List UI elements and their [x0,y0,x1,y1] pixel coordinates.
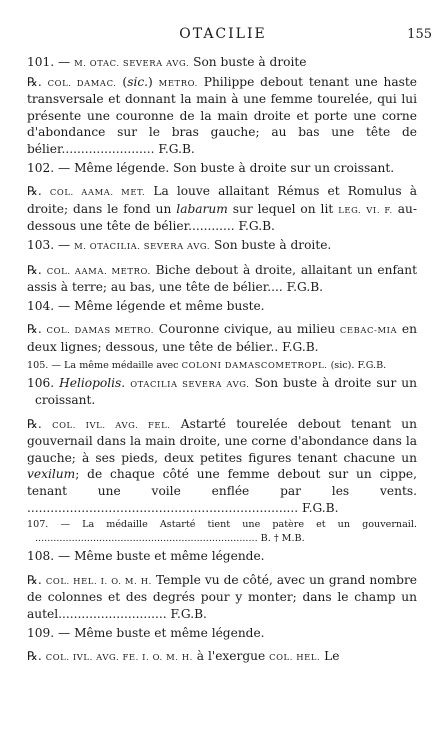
entry-text: ℞. [27,74,48,89]
entry-text: 101. — [27,55,75,69]
entry-text: ℞. [27,649,46,664]
catalogue-entry [27,160,417,177]
legend-inscription: COL. HEL. I. O. M. H. [45,575,152,586]
entry-text: 105. — La même médaille avec [27,359,182,371]
legend-inscription: OTACILIA SEVERA AVG. [130,378,250,389]
entry-text: ℞. [27,572,46,587]
reverse-description [27,648,417,666]
reverse-description [27,262,417,296]
entry-text: Philippe debout tenant une haste transversale et donnant la main à une femme tourelée, qui lui présente une couronne de la main droite et porte une corne d'abondance sur le bras gauche; au bas une tête de bélier........................ F.G.B. [27,74,417,156]
catalogue-entry [27,298,417,315]
catalogue-entry [27,375,417,409]
legend-inscription: COL. IVL. AVG. FE. I. O. M. H. [45,652,193,663]
catalogue-entry [27,237,417,255]
catalogue-entry [27,548,417,565]
entry-text: Biche debout à droite, allaitant un enfant assis à terre; au bas, une tête de bélier.... F.G.B. [27,262,418,295]
entry-text: à l'exergue [192,649,270,664]
entry-text: 106. [27,375,60,390]
page-header [0,26,446,46]
italic-term: vexilum [27,467,76,482]
page-number: 155 [407,27,432,42]
entry-text: au-dessous une tête de bélier............ F.G.B. [27,201,417,234]
entry-text: Couronne civique, au milieu [154,322,340,337]
legend-inscription: M. OTACILIA. SEVERA AVG. [74,240,211,251]
entry-text: Le [320,649,340,664]
legend-inscription: M. OTAC. SEVERA AVG. [74,58,190,68]
entry-text: en deux lignes; dessous, une tête de bélier.. F.G.B. [27,322,417,354]
entry-text: 104. — Même légende et même buste. [27,298,265,313]
reverse-description [27,572,417,623]
entry-text: ℞. [27,262,47,277]
entry-text: (sic). F.G.B. [327,359,387,371]
entry-text: ℞. [27,416,53,431]
catalogue-entry [27,625,417,642]
entry-text: 107. — La médaille Astarté tient une patère et un gouvernail. ......................................................................... B. † M.B. [27,519,417,545]
entry-text: ℞. [27,184,50,199]
legend-inscription: COL. HEL. [269,652,321,663]
entry-text: Temple vu de côté, avec un grand nombre de colonnes et des degrés pour y monter; dans le champ un autel............................ F.G.B. [27,572,417,622]
entry-text: Son buste à droite. [210,237,332,252]
legend-inscription: CEBAC-MIA [339,325,398,336]
catalogue-text [27,54,417,668]
legend-inscription: VI. F. [366,204,393,215]
entry-text: ( [116,74,128,89]
legend-inscription: COL. DAMAC. [47,77,117,88]
legend-inscription: COL. AAMA. MET. [49,187,146,198]
reverse-description [27,321,417,355]
entry-text: ) [148,74,159,89]
reverse-description [27,416,417,517]
legend-inscription: COL. IVL. AVG. FEL. [52,419,171,430]
running-title: OTACILIE [179,26,267,42]
entry-text: Astarté tourelée debout tenant un gouvernail dans la main droite, une corne d'abondance dans la gauche; à ses pieds, deux petites figures tenant chacune un [27,416,417,465]
legend-inscription: LEG. [338,204,362,215]
entry-text: Son buste à droite [189,55,307,69]
catalogue-entry [27,518,417,546]
italic-term: sic. [127,74,149,89]
entry-text: ; de chaque côté une femme debout sur un cippe, tenant une voile enflée par les vents. ...................................................................... F.G.B. [27,467,417,515]
entry-text: ℞. [27,322,47,337]
catalogue-entry [27,358,417,373]
legend-inscription: COL. DAMAS METRO. [46,325,154,336]
entry-text: 103. — [27,237,75,252]
italic-term: labarum [176,201,228,216]
entry-text: Son buste à droite sur un croissant. [35,375,417,408]
reverse-description [27,74,417,158]
legend-inscription: COL. AAMA. METRO. [46,265,151,276]
entry-text: 109. — Même buste et même légende. [27,625,265,640]
entry-text: 108. — Même buste et même légende. [27,549,265,564]
entry-text: 102. — Même légende. Son buste à droite sur un croissant. [27,160,395,175]
legend-inscription: METRO. [158,77,198,88]
catalogue-entry [27,54,417,72]
legend-inscription: COLONI DAMASCOMETROPL. [181,359,328,370]
entry-text: La louve allaitant Rémus et Romulus à droite; dans le fond un [27,184,417,216]
reverse-description [27,183,417,235]
entry-text: sur lequel on lit [227,201,339,216]
italic-term: Heliopolis. [59,375,126,390]
